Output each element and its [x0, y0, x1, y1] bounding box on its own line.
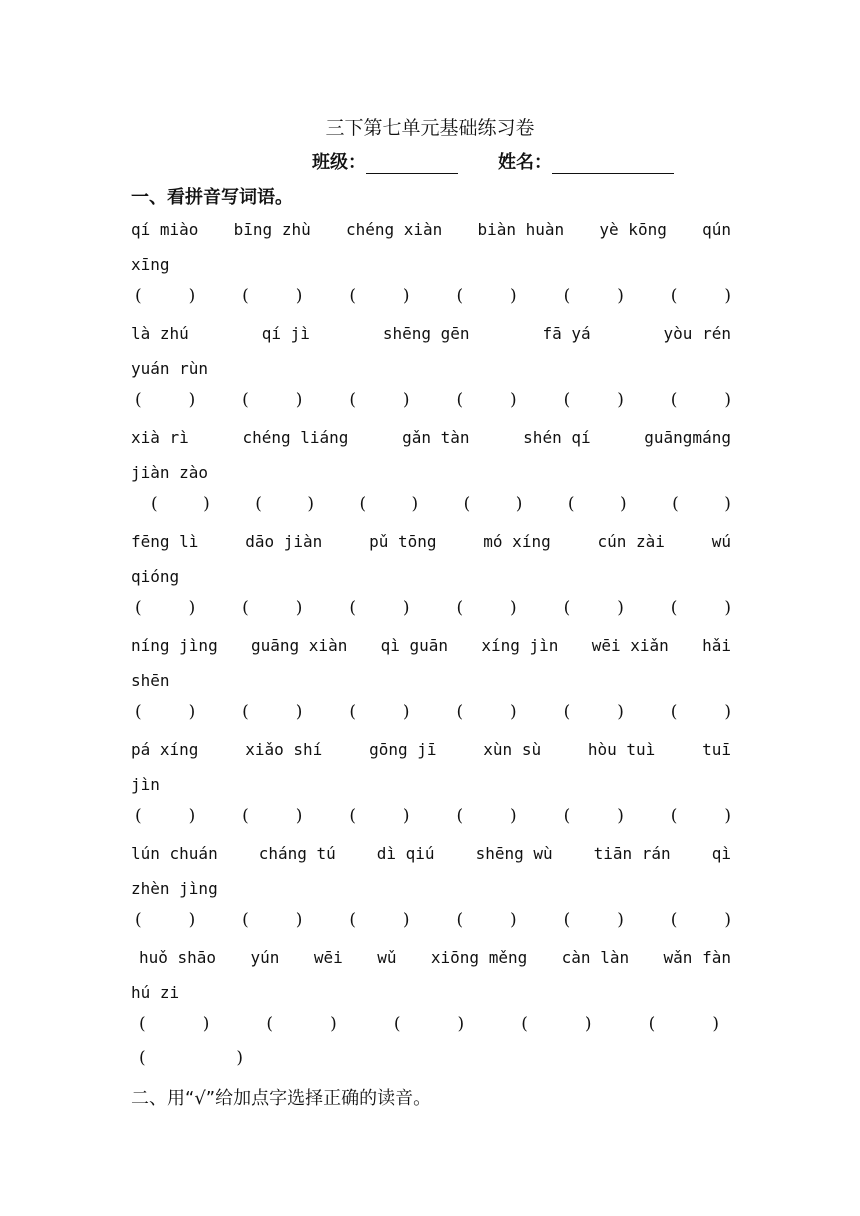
pinyin-line: qí miào bīng zhù chéng xiàn biàn huàn yè kōng qún [131, 220, 731, 239]
pinyin-line-wrap: qióng [131, 567, 180, 586]
answer-brackets[interactable]: ( ) ( ) ( ) ( ) ( ) [139, 1014, 719, 1034]
answer-brackets[interactable]: ( ) ( ) ( ) ( ) ( ) ( ) [135, 806, 731, 826]
pinyin-line: huǒ shāo yún wēi wǔ xiōng měng càn làn wǎn fàn [139, 948, 731, 967]
class-label: 班级： [312, 152, 366, 173]
name-blank[interactable] [552, 155, 674, 174]
answer-brackets[interactable]: ( ) ( ) ( ) ( ) ( ) ( ) [151, 494, 731, 514]
pinyin-line: pá xíng xiǎo shí gōng jī xùn sù hòu tuì tuī [131, 740, 731, 759]
pinyin-line: lún chuán cháng tú dì qiú shēng wù tiān rán qì [131, 844, 731, 863]
pinyin-line: là zhú qí jì shēng gēn fā yá yòu rén [131, 324, 731, 343]
page-title: 三下第七单元基础练习卷 [325, 117, 535, 139]
pinyin-line: níng jìng guāng xiàn qì guān xíng jìn wēi xiǎn hǎi [131, 636, 731, 655]
pinyin-line-wrap: xīng [131, 255, 170, 274]
name-class-row [312, 148, 674, 174]
class-blank[interactable] [366, 155, 458, 174]
section2-title: 二、用“√”给加点字选择正确的读音。 [131, 1088, 432, 1109]
pinyin-line-wrap: jìn [131, 775, 160, 794]
name-label: 姓名： [498, 152, 552, 173]
answer-brackets[interactable]: ( ) ( ) ( ) ( ) ( ) ( ) [135, 702, 731, 722]
answer-brackets[interactable]: ( ) ( ) ( ) ( ) ( ) ( ) [135, 390, 731, 410]
pinyin-line-wrap: yuán rùn [131, 359, 209, 378]
pinyin-line-wrap: zhèn jìng [131, 879, 218, 898]
pinyin-line: xià rì chéng liáng gǎn tàn shén qí guāngmáng [131, 428, 731, 447]
pinyin-line: fēng lì dāo jiàn pǔ tōng mó xíng cún zài wú [131, 532, 731, 551]
answer-brackets-extra[interactable]: ( ) [139, 1048, 243, 1068]
pinyin-line-wrap: shēn [131, 671, 170, 690]
answer-brackets[interactable]: ( ) ( ) ( ) ( ) ( ) ( ) [135, 286, 731, 306]
answer-brackets[interactable]: ( ) ( ) ( ) ( ) ( ) ( ) [135, 598, 731, 618]
section1-title: 一、看拼音写词语。 [131, 187, 293, 208]
pinyin-line-wrap: jiàn zào [131, 463, 209, 482]
answer-brackets[interactable]: ( ) ( ) ( ) ( ) ( ) ( ) [135, 910, 731, 930]
pinyin-line-wrap: hú zi [131, 983, 180, 1002]
